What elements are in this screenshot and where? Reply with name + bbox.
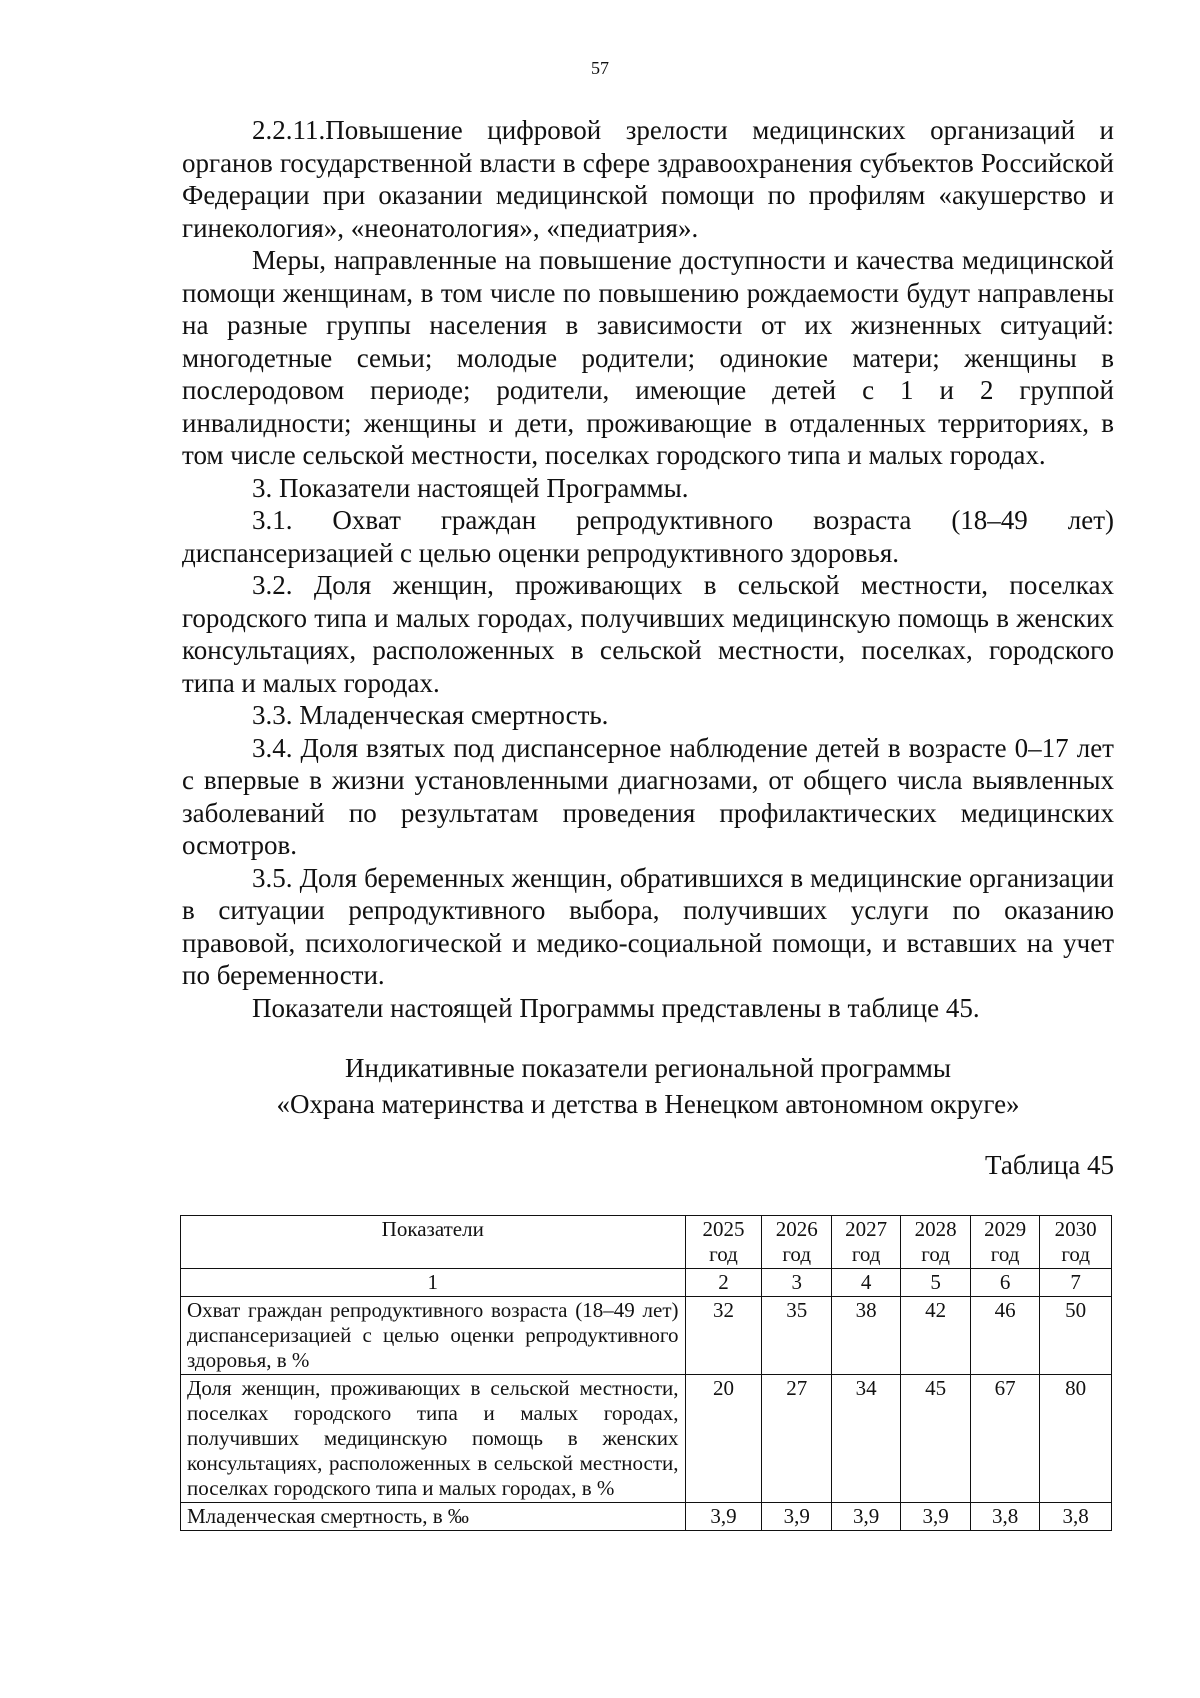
header-year-unit: год	[990, 1242, 1020, 1266]
indicator-value: 50	[1040, 1297, 1112, 1375]
column-number: 2	[685, 1269, 762, 1297]
indicator-value: 34	[831, 1375, 900, 1503]
paragraph: 2.2.11.Повышение цифровой зрелости медицинских организаций и органов государственной власти в сфере здравоохранения субъектов Российской Федерации при оказании медицинской помощи по профилям «акушерство и гинекология», «неонатология», «педиатрия».	[182, 115, 1114, 243]
table-row	[181, 1297, 1112, 1375]
header-year-value: 2028	[914, 1217, 957, 1241]
paragraph: Показатели настоящей Программы представлены в таблице 45.	[252, 992, 980, 1023]
indicator-value: 3,9	[901, 1503, 970, 1531]
indicator-value: 35	[762, 1297, 831, 1375]
column-number: 4	[831, 1269, 900, 1297]
header-year	[1040, 1216, 1112, 1269]
header-year-unit: год	[782, 1242, 812, 1266]
header-year-value: 2025	[702, 1217, 745, 1241]
header-year	[901, 1216, 970, 1269]
header-year-unit: год	[709, 1242, 738, 1266]
column-number: 1	[181, 1269, 686, 1297]
table-label: Таблица 45	[985, 1150, 1114, 1180]
indicator-value: 45	[901, 1375, 970, 1503]
column-number: 3	[762, 1269, 831, 1297]
header-year-unit: год	[1061, 1242, 1090, 1266]
indicator-value: 20	[685, 1375, 762, 1503]
header-indicator: Показатели	[181, 1216, 686, 1269]
column-number: 6	[970, 1269, 1039, 1297]
indicator-value: 32	[685, 1297, 762, 1375]
indicator-value: 42	[901, 1297, 970, 1375]
indicator-name: Младенческая смертность, в ‰	[181, 1503, 686, 1531]
paragraph: 3.2. Доля женщин, проживающих в сельской местности, поселках городского типа и малых городах, получивших медицинскую помощь в женских консультациях, расположенных в сельской местности, поселках, городского типа и малых городах.	[182, 570, 1114, 698]
indicator-value: 46	[970, 1297, 1039, 1375]
paragraph: 3.4. Доля взятых под диспансерное наблюдение детей в возрасте 0–17 лет с впервые в жизни установленными диагнозами, от общего числа выявленных заболеваний по результатам проведения профилактических медицинских осмотров.	[182, 732, 1114, 860]
indicator-name: Охват граждан репродуктивного возраста (18–49 лет) диспансеризацией с целью оценки репродуктивного здоровья, в %	[181, 1297, 686, 1375]
header-year-value: 2029	[984, 1217, 1027, 1241]
column-number: 5	[901, 1269, 970, 1297]
indicator-value: 80	[1040, 1375, 1112, 1503]
header-year-value: 2026	[775, 1217, 818, 1241]
header-year-unit: год	[851, 1242, 881, 1266]
header-year	[762, 1216, 831, 1269]
paragraph: 3.3. Младенческая смертность.	[252, 700, 609, 730]
table-title-line: Индикативные показатели региональной программы	[345, 1053, 951, 1083]
header-year	[685, 1216, 762, 1269]
header-year-unit: год	[921, 1242, 950, 1266]
indicator-name: Доля женщин, проживающих в сельской местности, поселках городского типа и малых городах, получивших медицинскую помощь в женских консультациях, расположенных в сельской местности, поселках городского типа и малых городах, в %	[181, 1375, 686, 1503]
paragraph: Меры, направленные на повышение доступности и качества медицинской помощи женщинам, в том числе по повышению рождаемости будут направлены на разные группы населения в зависимости от их жизненных ситуаций: многодетные семьи; молодые родители; одинокие матери; женщины в послеродовом периоде; родители, имеющие детей с 1 и 2 группой инвалидности; женщины и дети, проживающие в отдаленных территориях, в том числе сельской местности, поселках городского типа и малых городах.	[182, 245, 1114, 470]
table-title	[182, 1050, 1114, 1122]
header-year-value: 2030	[1054, 1217, 1097, 1241]
indicator-value: 27	[762, 1375, 831, 1503]
table-numbering-row	[181, 1269, 1112, 1297]
table-header-row	[181, 1216, 1112, 1269]
paragraph: 3.1. Охват граждан репродуктивного возраста (18–49 лет) диспансеризацией с целью оценки репродуктивного здоровья.	[182, 505, 1114, 568]
table-title-line: «Охрана материнства и детства в Ненецком автономном округе»	[276, 1089, 1020, 1119]
indicator-value: 3,9	[685, 1503, 762, 1531]
indicator-value: 3,9	[831, 1503, 900, 1531]
table-row	[181, 1503, 1112, 1531]
indicator-value: 67	[970, 1375, 1039, 1503]
header-year-value: 2027	[845, 1217, 888, 1241]
header-year	[831, 1216, 900, 1269]
table-row	[181, 1375, 1112, 1503]
indicators-table	[180, 1215, 1112, 1531]
page-number: 57	[591, 58, 609, 78]
indicator-value: 38	[831, 1297, 900, 1375]
paragraph: 3.5. Доля беременных женщин, обратившихся в медицинские организации в ситуации репродуктивного выбора, получивших услуги по оказанию правовой, психологической и медико-социальной помощи, и вставших на учет по беременности.	[182, 862, 1114, 990]
paragraph: 3. Показатели настоящей Программы.	[252, 472, 689, 503]
indicator-value: 3,9	[762, 1503, 831, 1531]
header-year	[970, 1216, 1039, 1269]
column-number: 7	[1040, 1269, 1112, 1297]
body-text	[182, 114, 1114, 1024]
indicator-value: 3,8	[970, 1503, 1039, 1531]
indicator-value: 3,8	[1040, 1503, 1112, 1531]
